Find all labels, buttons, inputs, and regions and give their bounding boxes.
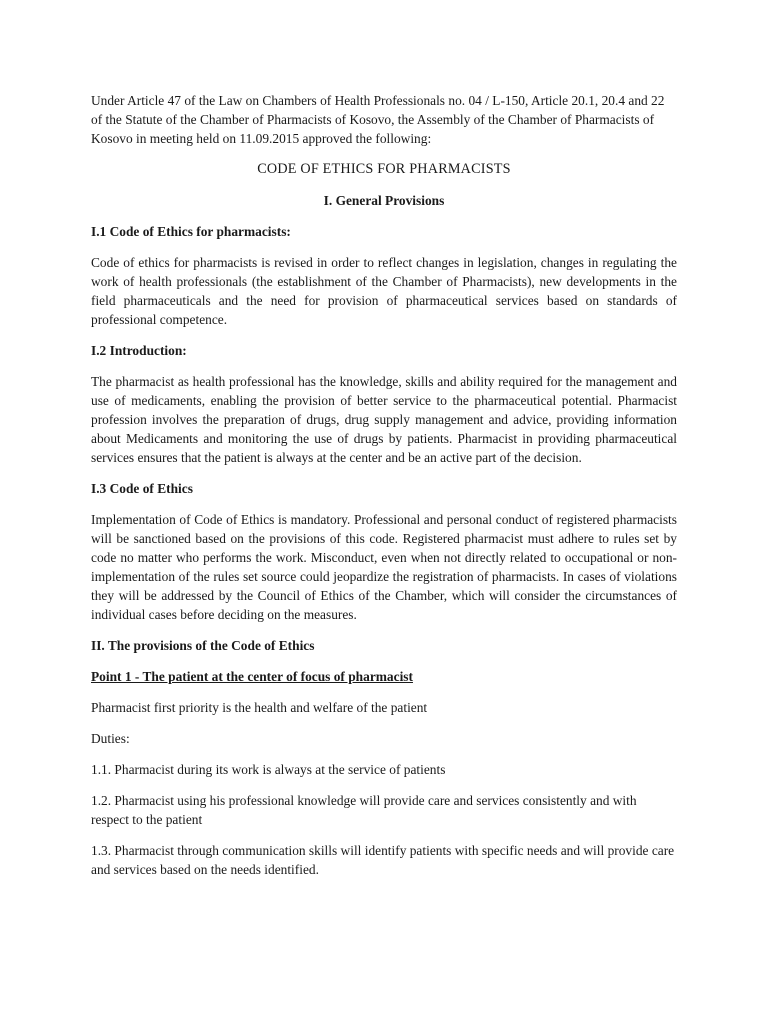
subsection-text-introduction: The pharmacist as health professional has the knowledge, skills and ability required for the management and use of medicaments, enabling the provision of better service to the pharmaceutical potential. Pharmacist profession involves the preparation of drugs, drug supply management and advice, providing information about Medicaments and monitoring the use of drugs by patients. Pharmacist in providing pharmaceutical services ensures that the patient is always at the center and be an active part of the decision. [91,374,677,465]
subsection-heading-introduction: I.2 Introduction: [91,343,187,358]
subsection-text-code-of-ethics-for-pharmacists: Code of ethics for pharmacists is revised in order to reflect changes in legislation, changes in regulating the work of health professionals (the establishment of the Chamber of Pharmacists), new developments in the field pharmaceuticals and the need for provision of pharmaceutical services based on standards of professional competence. [91,255,677,327]
duty-item-1-2: 1.2. Pharmacist using his professional knowledge will provide care and services consistently and with respect to the patient [91,793,637,827]
duty-item-1-3: 1.3. Pharmacist through communication skills will identify patients with specific needs and will provide care and services based on the needs identified. [91,843,675,877]
section-heading-general-provisions: I. General Provisions [323,193,445,208]
document-title: CODE OF ETHICS FOR PHARMACISTS [257,161,511,177]
section-heading-provisions: II. The provisions of the Code of Ethics [91,638,315,653]
subsection-heading-code-of-ethics: I.3 Code of Ethics [91,481,193,496]
document-page [91,91,677,891]
subsection-text-code-of-ethics: Implementation of Code of Ethics is mandatory. Professional and personal conduct of registered pharmacists will be sanctioned based on the provisions of this code. Registered pharmacist must adhere to rules set by code no matter who performs the work. Misconduct, even when not directly related to occupational or non-implementation of the rules set source could jeopardize the registration of pharmacists. In cases of violations they will be addressed by the Council of Ethics of the Chamber, which will consider the circumstances of individual cases before deciding on the measures. [91,512,677,622]
duty-item-1-1: 1.1. Pharmacist during its work is always at the service of patients [91,762,446,777]
preamble-paragraph: Under Article 47 of the Law on Chambers of Health Professionals no. 04 / L-150, Article 20.1, 20.4 and 22 of the Statute of the Chamber of Pharmacists of Kosovo, the Assembly of the Chamber of Pharmacists of Kosovo in meeting held on 11.09.2015 approved the following: [91,93,665,146]
point-intro-text: Pharmacist first priority is the health and welfare of the patient [91,700,428,715]
subsection-heading-code-of-ethics-for-pharmacists: I.1 Code of Ethics for pharmacists: [91,224,291,239]
duties-label: Duties: [91,731,130,746]
point-heading-patient-center: Point 1 - The patient at the center of focus of pharmacist [91,669,413,684]
